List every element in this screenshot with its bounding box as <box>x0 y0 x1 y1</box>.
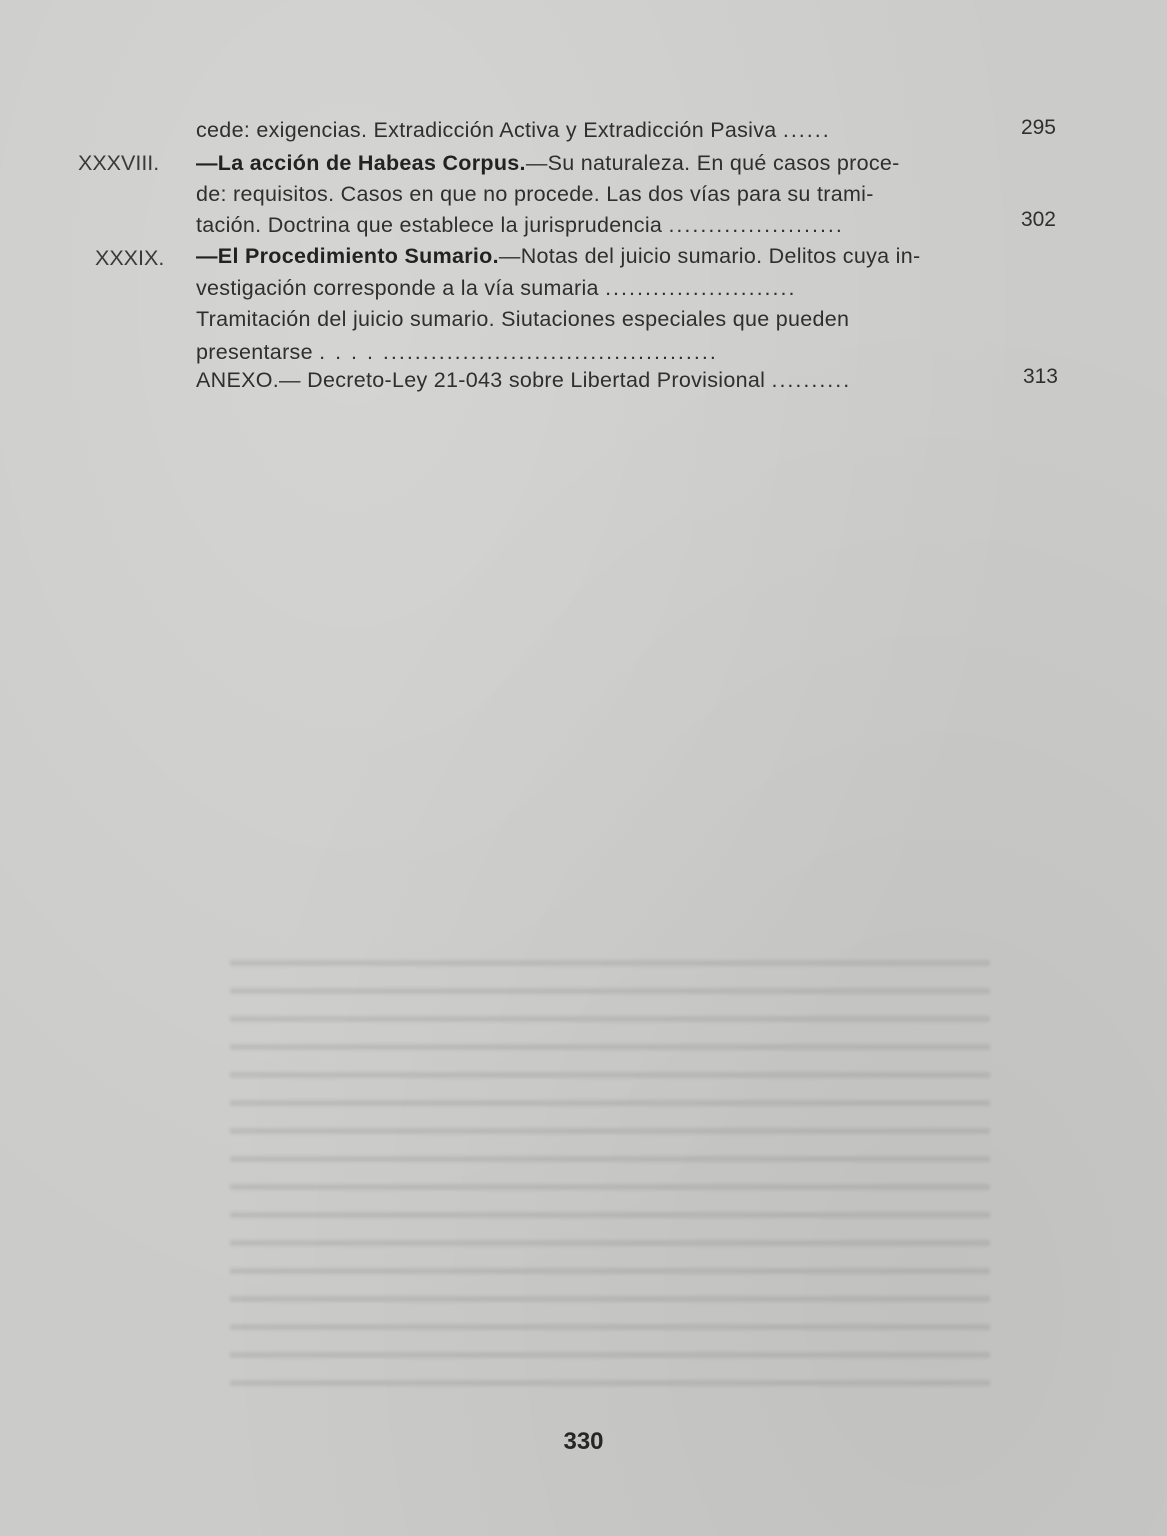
page-number: 295 <box>1020 116 1056 139</box>
entry-text: —Notas del juicio sumario. Delitos cuya in- <box>498 244 921 268</box>
entry-text: presentarse <box>196 340 313 364</box>
entry-text: cede: exigencias. Extradicción Activa y Extradicción Pasiva <box>196 118 777 142</box>
toc-entry-line <box>196 275 796 301</box>
folio-page-number: 330 <box>563 1428 604 1455</box>
leader-dots: ........................ <box>605 276 797 300</box>
leader-dots: ...... <box>782 118 831 142</box>
leader-dots: ...................... <box>668 213 844 237</box>
entry-text: ANEXO.— Decreto-Ley 21-043 sobre Libertad Provisional <box>196 368 766 392</box>
entry-text: vestigación corresponde a la vía sumaria <box>196 276 599 300</box>
entry-text: —Su naturaleza. En qué casos proce- <box>525 151 900 175</box>
entry-text: tación. Doctrina que establece la jurisprudencia <box>196 213 663 237</box>
leader-dots: .......... <box>771 368 852 392</box>
page-number: 302 <box>1020 208 1056 231</box>
toc-entry-line <box>196 212 844 238</box>
chapter-numeral: XXXVIII. <box>78 151 160 175</box>
chapter-title: —La acción de Habeas Corpus. <box>196 151 526 175</box>
toc-entry-line <box>196 339 718 365</box>
toc-entry-line <box>196 367 851 393</box>
toc-entry-line <box>196 243 920 269</box>
toc-entry-line <box>196 117 831 143</box>
chapter-numeral: XXXIX. <box>95 246 165 270</box>
toc-entry-line: de: requisitos. Casos en que no procede. Las dos vías para su trami- <box>196 182 874 206</box>
leader-dots: . . . . .......................................... <box>319 340 718 364</box>
toc-entry-line: Tramitación del juicio sumario. Siutaciones especiales que pueden <box>196 307 850 331</box>
toc-entry-line <box>196 150 900 176</box>
chapter-title: —El Procedimiento Sumario. <box>196 244 499 268</box>
show-through-text <box>230 960 990 1390</box>
page-number: 313 <box>1022 365 1058 388</box>
